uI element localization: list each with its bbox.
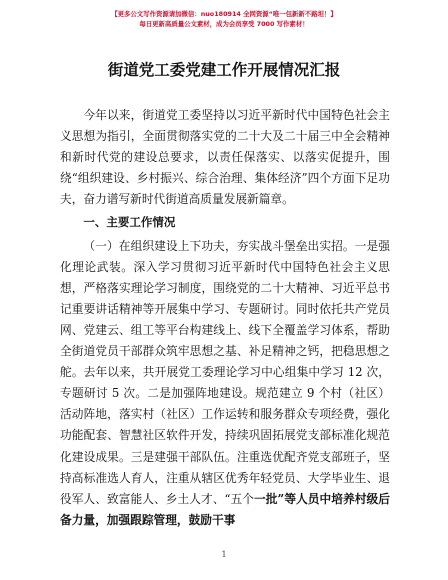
document-body: [60, 105, 390, 531]
promo-banner-line-2: 每日更新高质量公文素材，成为会员享受 7000 写作素材！: [139, 20, 309, 28]
intro-paragraph: 今年以来，街道党工委坚持以习近平新时代中国特色社会主义思想为指引，全面贯彻落实党的二十大及二十届三中全会精神和新时代党的建设总要求，以责任保落实、以落实促提升，围绕“组织建设、乡村振兴、综合治理、集体经济”四个方面下足功夫，奋力谱写新时代街道高质量发展新篇章。: [60, 108, 390, 207]
section-1-tail-text: 一批”等人员中培养村级后备力量，加强跟踪管理，鼓励干事: [60, 491, 390, 527]
promo-banner-line-1: 【更多公文写作资源请加微信：nuo180914 全网资源“唯一包新新不路坦！】: [111, 10, 337, 18]
document-title: 街道党工委党建工作开展情况汇报: [107, 61, 341, 79]
section-1-text: （一）在组织建设上下功夫，夯实战斗堡垒出实招。一是强化理论武装。深入学习贯彻习近平新时代中国特色社会主义思想，严格落实理论学习制度，围绕党的二十大精神、习近平总书记重要讲话精神等开展集中学习、专题研讨。同时依托共产党员网、党建云、组工等平台构建线上、线下全覆盖学习体系，帮助全街道党员干部群众筑牢思想之基、补足精神之钙，把稳思想之舵。去年以来，共开展党工委理论学习中心组集中学习 12 次，专题研讨 5 次。二是加强阵地建设。规范建立 9 个村（社区）活动阵地，落实村（社区）工作运转和服务群众专项经费，强化功能配套、智慧社区软件开发，持续巩固拓展党支部标准化规范化建设成果。三是建强干部队伍。注重选优配齐党支部班子，坚持高标准选人育人，注重从辖区优秀年轻党员、大学毕业生、退役军人、致富能人、乡土人才、“五个: [60, 238, 390, 506]
section-1-paragraph: [60, 236, 390, 531]
section-heading-1: 一、主要工作情况: [83, 215, 176, 230]
page-number: 1: [221, 550, 227, 559]
